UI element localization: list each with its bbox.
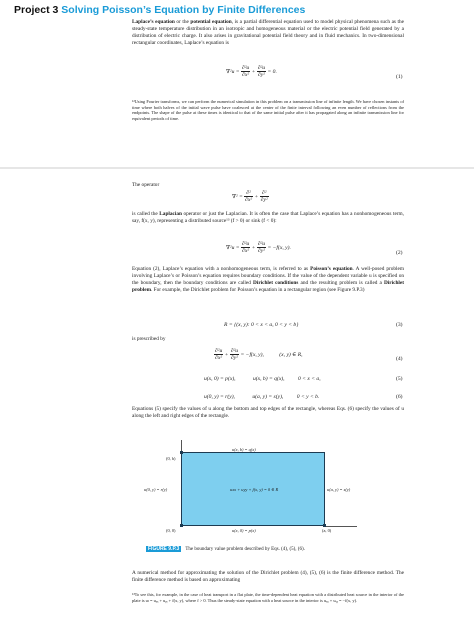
eqop-den-x: ∂x² [245, 197, 253, 203]
intro-connector: or the [174, 19, 191, 25]
eq4-den-x: ∂x² [215, 355, 223, 361]
eq1-number: (1) [396, 74, 403, 80]
footnote-13: ¹³To see this, for example, in the case of heat transport in a flat plate, the time-dependent heat equation with a distributed heat source in the interior of the plate is uₜ = uₓₓ + uᵧᵧ + f(x, y), where f > 0. Thus the steady-state equation with a heat source in the interior is uₓₓ + uᵧᵧ = −f(x, y). [132, 592, 404, 603]
eq1-frac-y [257, 65, 266, 78]
eq4-num-x: ∂²u [215, 348, 223, 354]
equation-laplacian [232, 190, 269, 203]
eq2-plus: + [251, 244, 256, 251]
eqop-plus: + [254, 193, 259, 200]
page-heading [14, 4, 305, 16]
eq4-rhs: = −f(x, y), [240, 351, 264, 358]
poisson-paragraph [132, 266, 404, 294]
eq2-frac-y [257, 241, 266, 254]
figure-left-label: u(0, y) = r(y) [144, 487, 168, 492]
equation-5 [204, 376, 321, 382]
eq4-num-y: ∂²u [230, 348, 239, 354]
project-title: Solving Poisson’s Equation by Finite Differences [61, 4, 306, 16]
figure-corner-0b: (0, b) [166, 456, 176, 461]
eq1-lhs: ∇²u = [226, 68, 240, 75]
eq6-right: u(a, y) = s(y), [252, 394, 284, 400]
page-break-divider [0, 167, 474, 169]
para3-c: and the resulting problem is called a [298, 280, 384, 286]
corner-point-br [323, 524, 326, 527]
eq1-frac-x [241, 65, 250, 78]
equation-2 [226, 241, 291, 254]
operator-intro: The operator [132, 182, 160, 188]
term-poisson-equation: Poisson’s equation [310, 266, 353, 272]
figure-bottom-label: u(x, 0) = p(x) [232, 528, 256, 533]
eq4-den-y: ∂y² [231, 355, 238, 361]
eqop-frac-y [260, 190, 269, 203]
eq2-frac-x [241, 241, 250, 254]
figure-caption-text: The boundary value problem described by Eqs. (4), (5), (6). [185, 547, 305, 552]
term-dirichlet-conditions: Dirichlet conditions [253, 280, 299, 286]
eq3-number: (3) [396, 322, 403, 328]
term-laplacian: Laplacian [159, 211, 182, 217]
eqop-num-x: ∂² [244, 190, 253, 197]
figure-center-label: uxx + uyy + f(x, y) = 0 ∈ R [230, 487, 279, 492]
eq4-frac-y [230, 348, 239, 361]
eq2-rhs: = −f(x, y). [267, 244, 291, 251]
figure-top-label: u(x, b) = q(x) [232, 447, 256, 452]
para3-a: Equation (2), Laplace’s equation with a nonhomogeneous term, is referred to as [132, 266, 311, 272]
eq1-den-y: ∂y² [257, 72, 265, 78]
figure-corner-a0: (a, 0) [322, 528, 332, 533]
eq6-number: (6) [396, 394, 403, 400]
term-dirichlet-problem: Dirichlet problem [132, 280, 404, 293]
boundary-paragraph: Equations (5) specify the values of u along the bottom and top edges of the rectangle, whereas Eqs. (6) specify the values of u along the left and right edges of the rectangle. [132, 406, 404, 419]
laplacian-paragraph [132, 211, 404, 225]
equation-6 [204, 394, 319, 400]
eq1-den-x: ∂x² [242, 72, 250, 78]
figure-x-axis [325, 526, 357, 527]
para3-b: . A well-posed problem involving Laplace’s or Poisson’s equation requires boundary conditions. If the value of the dependent variable u is specified on the boundary, then the boundary conditions are called [132, 266, 404, 286]
eqop-num-y: ∂² [260, 190, 269, 197]
eq2-num-y: ∂²u [257, 241, 266, 247]
eq6-left: u(0, y) = r(y), [204, 394, 235, 400]
para2-a: is called the [132, 211, 160, 217]
eqop-den-y: ∂y² [260, 197, 268, 203]
figure-caption [146, 546, 305, 552]
corner-point-tl [180, 451, 183, 454]
eqop-frac-x [244, 190, 253, 203]
equation-3: R = {(x, y): 0 < x < a, 0 < y < b} [224, 322, 299, 328]
prescribed-text: is prescribed by [132, 336, 166, 342]
figure-tag: FIGURE 9.P.3 [148, 546, 180, 552]
eq5-number: (5) [396, 376, 403, 382]
eq1-num-x: ∂²u [241, 65, 250, 71]
eq1-rhs: = 0. [267, 68, 277, 75]
eq2-den-y: ∂y² [257, 248, 265, 254]
para3-d: . For example, the Dirichlet problem for Poisson’s equation in a rectangular region (see Figure 9.P.3) [151, 287, 365, 293]
footnote-12: ¹²Using Fourier transforms, we can perform the numerical simulation in this problem on a transmission line of infinite length. We have chosen instants of time where both halves of the initial wave pulse have coalesced at the center of the finite interval following an even number of reflections from the endpoints. The shape of the pulse at these times is identical to that of the same initial pulse after it has propagated along an infinite transmission line for equivalent periods of time. [132, 99, 404, 121]
figure-right-label: u(a, y) = s(y) [327, 487, 351, 492]
para2-b: operator or just the Laplacian. It is often the case that Laplace’s equation has a nonhomogeneous term, say, f(x, y), representing a distributed source¹³ (f > 0) or sink (f < 0): [132, 211, 404, 224]
eq4-number: (4) [396, 356, 403, 362]
eq4-frac-x [214, 348, 223, 361]
eq2-den-x: ∂x² [242, 248, 250, 254]
eq4-condition: (x, y) ∈ R, [279, 351, 303, 358]
equation-4 [214, 348, 303, 361]
term-potential-equation: potential equation [190, 19, 232, 25]
eq5-bottom: u(x, 0) = p(x), [204, 376, 236, 382]
project-number: Project 3 [14, 4, 59, 16]
eq5-range: 0 < x < a, [297, 376, 321, 382]
eqop-lhs: ∇² = [232, 193, 243, 200]
eq2-lhs: ∇²u = [226, 244, 240, 251]
intro-paragraph [132, 19, 404, 47]
eq6-range: 0 < y < b. [296, 394, 320, 400]
eq5-top: u(x, b) = q(x), [252, 376, 285, 382]
equation-1 [226, 65, 277, 78]
eq1-num-y: ∂²u [257, 65, 266, 71]
eq2-number: (2) [396, 250, 403, 256]
term-laplace-equation: Laplace’s equation [132, 19, 175, 25]
eq2-num-x: ∂²u [241, 241, 250, 247]
finite-difference-paragraph: A numerical method for approximating the solution of the Dirichlet problem (4), (5), (6) is the finite difference method. The finite difference method is based on approximating [132, 570, 404, 583]
eq1-plus: + [251, 68, 256, 75]
corner-point-bl [180, 524, 183, 527]
figure-corner-00: (0, 0) [166, 528, 176, 533]
intro-text: , is a partial differential equation used to model physical phenomena such as the steady-state temperature distribution in an isotropic and homogeneous material or the electric potential field generated by a distribution of electric charge. It also arises in gravitational potential field theory and in fluid mechanics. In two-dimensional rectangular coordinates, Laplace’s equation is [132, 19, 405, 46]
eq4-plus: + [224, 351, 229, 358]
